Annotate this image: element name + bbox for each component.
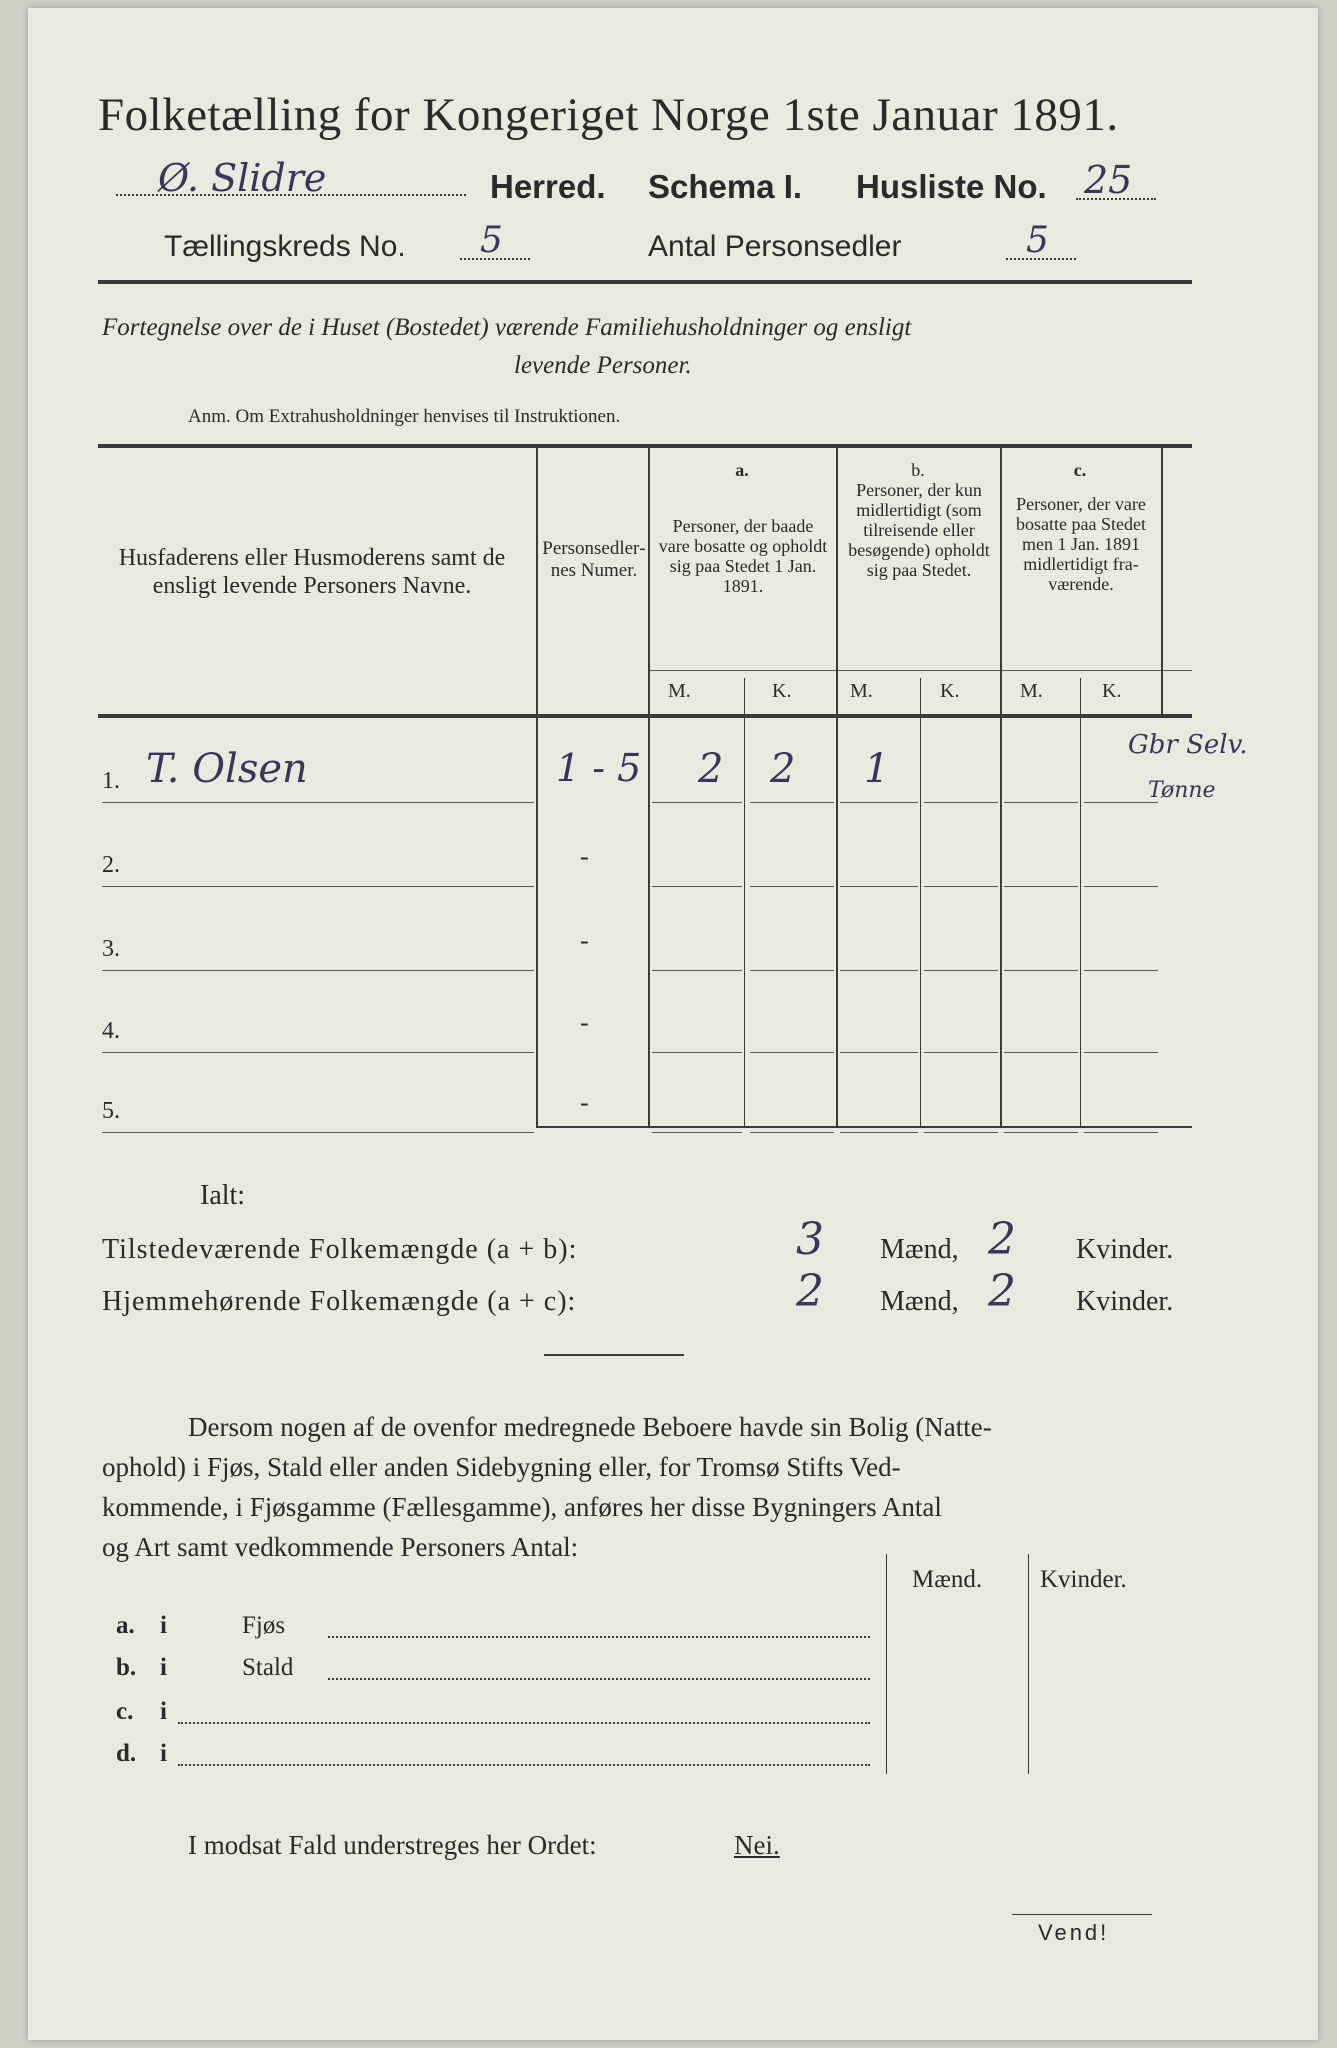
- row-a-k: 2: [770, 746, 796, 792]
- row-rule: [1004, 1052, 1078, 1053]
- header-c: Personer, der vare bosatte paa Stedet men 1 Jan. 1891 midlertidigt fraværende.: [1016, 494, 1146, 594]
- modsat-text: I modsat Fald understreges her Ordet:: [188, 1830, 597, 1860]
- schema-label: Schema I.: [648, 168, 803, 205]
- row-rule: [1004, 970, 1078, 971]
- bldg-maend-head: Mænd.: [912, 1566, 983, 1593]
- header-names: Husfaderens eller Husmoderens samt de ensligt levende Personers Navne.: [118, 545, 506, 599]
- row-rule: [924, 970, 998, 971]
- vend-rule: [1012, 1914, 1152, 1915]
- header-b: Personer, der kun midlertidigt (som tilreisende eller besøgende) opholdt sig paa Stedet.: [848, 480, 990, 580]
- vend-text: Vend!: [1038, 1920, 1110, 1945]
- bldg-kvinder-head: Kvinder.: [1040, 1566, 1127, 1593]
- form-title: Folketælling for Kongeriget Norge 1ste Januar 1891.: [98, 89, 1119, 141]
- row-rule: [102, 802, 534, 803]
- col-divider-b: [1000, 448, 1002, 1128]
- mk-label: M.: [668, 680, 691, 702]
- row-rule: [1004, 1132, 1078, 1133]
- para-line-1: Dersom nogen af de ovenfor medregnede Beboere havde sin Bolig (Natte-: [188, 1412, 992, 1442]
- mk-label: K.: [940, 680, 960, 702]
- col-divider-num: [648, 448, 650, 1128]
- row-sedler: -: [580, 1088, 589, 1117]
- kreds-value: 5: [480, 220, 503, 261]
- tilstede-kvinder-label: Kvinder.: [1076, 1234, 1174, 1265]
- row-rule: [652, 886, 742, 887]
- header-sedler: Personsedlernes Numer.: [542, 538, 646, 581]
- hjemme-kvinder-label: Kvinder.: [1076, 1286, 1174, 1317]
- row-number: 3.: [102, 936, 120, 962]
- row-rule: [840, 802, 918, 803]
- para-line-2: ophold) i Fjøs, Stald eller anden Sidebygning eller, for Tromsø Stifts Ved-: [102, 1452, 901, 1482]
- row-rule: [102, 970, 534, 971]
- tilstede-maend-label: Mænd,: [880, 1234, 959, 1265]
- row-rule: [924, 886, 998, 887]
- row-rule: [102, 1132, 534, 1133]
- row-number: 4.: [102, 1018, 120, 1044]
- row-name: T. Olsen: [146, 746, 308, 792]
- nei-word: Nei.: [734, 1830, 780, 1860]
- row-rule: [652, 970, 742, 971]
- row-rule: [1084, 886, 1158, 887]
- margin-note-1: Gbr Selv.: [1128, 730, 1248, 760]
- row-rule: [1084, 970, 1158, 971]
- herred-label: Herred.: [490, 168, 606, 205]
- building-letter: c.: [116, 1698, 134, 1725]
- building-i: i: [160, 1698, 167, 1725]
- header-a: Personer, der baade vare bosatte og opholdt sig paa Stedet 1 Jan. 1891.: [658, 516, 828, 596]
- antal-label: Antal Personsedler: [648, 230, 902, 263]
- row-rule: [652, 1052, 742, 1053]
- table-top-rule: [98, 444, 1192, 448]
- row-rule: [750, 802, 834, 803]
- row-sedler: -: [580, 842, 589, 871]
- row-rule: [102, 886, 534, 887]
- row-number: 2.: [102, 852, 120, 878]
- mk-label: M.: [1020, 680, 1043, 702]
- row-rule: [840, 970, 918, 971]
- husliste-value: 25: [1084, 158, 1133, 202]
- hjemme-maend-label: Mænd,: [880, 1286, 959, 1317]
- section-divider: [544, 1354, 684, 1356]
- bldg-col-divider-2: [1028, 1554, 1029, 1774]
- row-rule: [924, 802, 998, 803]
- mk-label: K.: [1102, 680, 1122, 702]
- para-line-3: kommende, i Fjøsgamme (Fællesgamme), anføres her disse Bygningers Antal: [102, 1492, 942, 1522]
- census-form-sheet: [28, 8, 1318, 2040]
- row-rule: [750, 1052, 834, 1053]
- row-number: 1.: [102, 768, 120, 794]
- building-dotted-line: [178, 1722, 870, 1724]
- table-header-rule: [98, 714, 1192, 718]
- row-rule: [750, 886, 834, 887]
- col-divider-b-mk: [920, 678, 921, 1128]
- row-rule: [840, 1132, 918, 1133]
- header-a-letter: a.: [735, 460, 749, 480]
- antal-value: 5: [1026, 220, 1049, 261]
- row-rule: [652, 802, 742, 803]
- row-rule: [924, 1132, 998, 1133]
- row-sedler: -: [580, 926, 589, 955]
- row-rule: [1084, 802, 1158, 803]
- bldg-col-divider-1: [886, 1554, 887, 1774]
- building-letter: d.: [116, 1740, 137, 1767]
- row-rule: [1004, 802, 1078, 803]
- row-sedler: 1 - 5: [556, 746, 642, 790]
- row-rule: [102, 1052, 534, 1053]
- table-bottom-rule: [536, 1126, 1192, 1128]
- col-divider-a: [836, 448, 838, 1128]
- anm-note: Anm. Om Extrahusholdninger henvises til Instruktionen.: [188, 406, 621, 427]
- tilstede-kvinder-value: 2: [988, 1214, 1016, 1265]
- col-divider-a-mk: [744, 678, 745, 1128]
- building-dotted-line: [328, 1636, 870, 1638]
- row-rule: [1004, 886, 1078, 887]
- header-rule: [98, 280, 1192, 284]
- intro-line-2: levende Personer.: [514, 352, 692, 379]
- row-rule: [652, 1132, 742, 1133]
- hjemme-kvinder-value: 2: [988, 1266, 1016, 1317]
- row-sedler: -: [580, 1008, 589, 1037]
- para-line-4: og Art samt vedkommende Personers Antal:: [102, 1532, 579, 1562]
- mk-label: K.: [772, 680, 792, 702]
- building-i: i: [160, 1654, 167, 1681]
- building-dotted-line: [178, 1764, 870, 1766]
- ialt-label: Ialt:: [200, 1180, 246, 1211]
- row-rule: [840, 886, 918, 887]
- row-rule: [840, 1052, 918, 1053]
- col-divider-c-mk: [1080, 678, 1081, 1128]
- herred-value: Ø. Slidre: [158, 156, 327, 200]
- row-rule: [1084, 1132, 1158, 1133]
- building-i: i: [160, 1612, 167, 1639]
- row-number: 5.: [102, 1098, 120, 1124]
- hjemme-maend-value: 2: [796, 1266, 824, 1317]
- row-rule: [1084, 1052, 1158, 1053]
- building-label: Stald: [242, 1654, 294, 1681]
- header-c-letter: c.: [1073, 460, 1087, 480]
- row-rule: [750, 1132, 834, 1133]
- tilstede-maend-value: 3: [796, 1214, 824, 1265]
- building-letter: b.: [116, 1654, 137, 1681]
- husliste-label: Husliste No.: [856, 168, 1047, 205]
- row-rule: [750, 970, 834, 971]
- building-dotted-line: [328, 1678, 870, 1680]
- row-a-m: 2: [698, 746, 724, 792]
- header-b-letter: b.: [911, 460, 925, 480]
- row-rule: [924, 1052, 998, 1053]
- margin-note-2: Tønne: [1148, 778, 1216, 803]
- col-divider-name: [536, 448, 538, 1128]
- intro-line-1: Fortegnelse over de i Huset (Bostedet) værende Familiehusholdninger og ensligt: [102, 314, 912, 341]
- col-divider-c-end: [1161, 448, 1163, 718]
- building-i: i: [160, 1740, 167, 1767]
- building-letter: a.: [116, 1612, 135, 1639]
- mk-row-rule: [648, 670, 1192, 671]
- mk-label: M.: [850, 680, 873, 702]
- building-label: Fjøs: [242, 1612, 286, 1639]
- tilstede-label: Tilstedeværende Folkemængde (a + b):: [102, 1234, 578, 1265]
- kreds-label: Tællingskreds No.: [164, 230, 406, 263]
- hjemme-label: Hjemmehørende Folkemængde (a + c):: [102, 1286, 577, 1317]
- row-b-m: 1: [864, 746, 890, 792]
